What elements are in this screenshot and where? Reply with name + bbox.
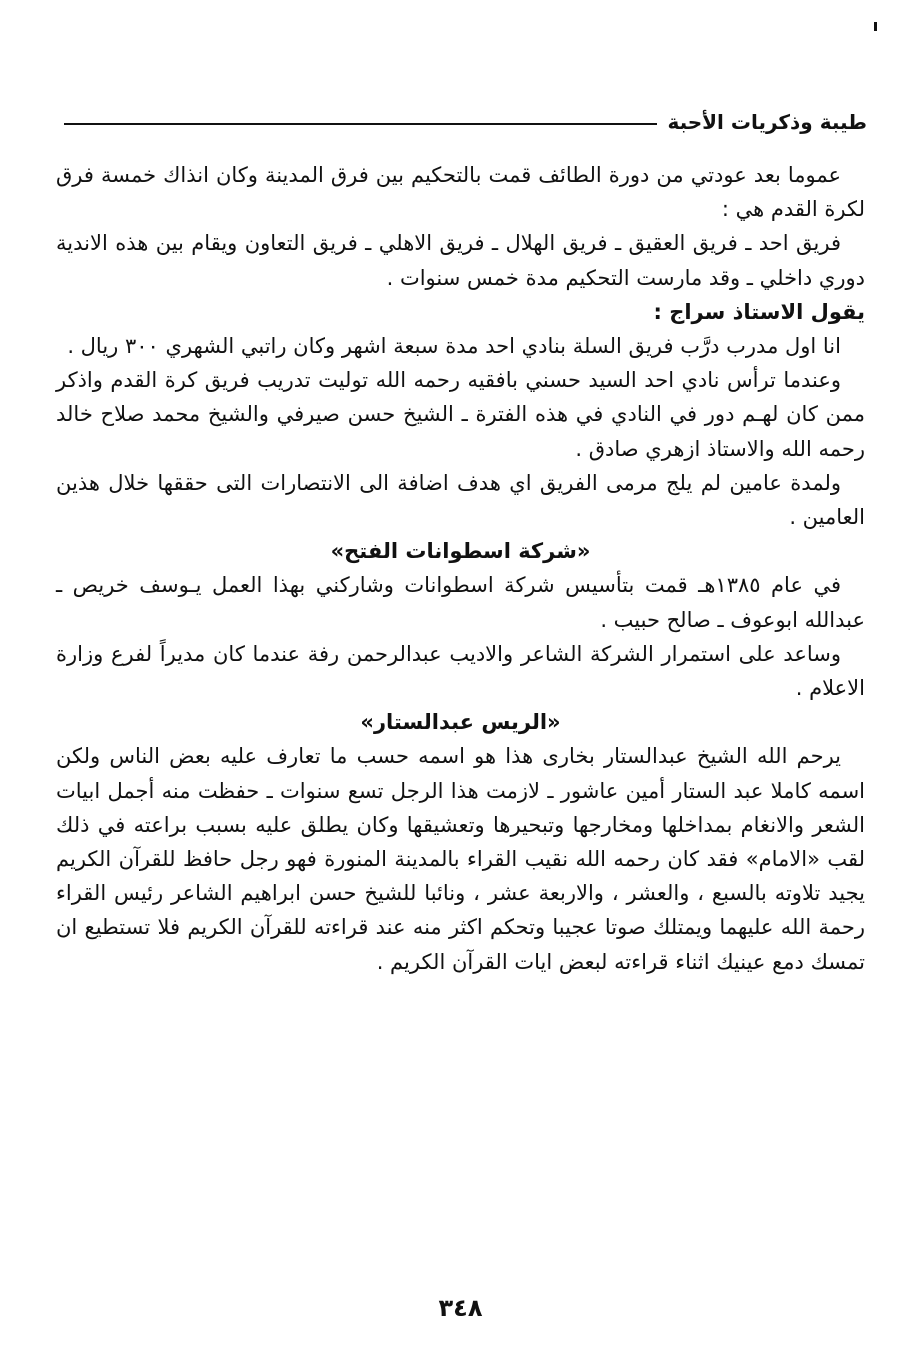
paragraph: وساعد على استمرار الشركة الشاعر والاديب عبدالرحمن رفة عندما كان مديراً لفرع وزارة الاعلام . <box>56 641 865 701</box>
header-title: طيبة وذكريات الأحبة <box>667 110 867 134</box>
page-body <box>56 158 865 979</box>
paragraph: انا اول مدرب درَّب فريق السلة بنادي احد مدة سبعة اشهر وكان راتبي الشهري ٣٠٠ ريال . <box>67 334 841 359</box>
section-heading: «شركة اسطوانات الفتح» <box>330 539 591 564</box>
running-header <box>64 104 867 140</box>
header-rule <box>64 123 657 125</box>
paragraph: في عام ١٣٨٥هـ قمت بتأسيس شركة اسطوانات وشاركني بهذا العمل يـوسف خريص ـ عبدالله ابوعوف ـ صالح حبيب . <box>56 573 865 632</box>
section-heading: «الريس عبدالستار» <box>360 710 561 735</box>
paragraph: فريق احد ـ فريق العقيق ـ فريق الهلال ـ فريق الاهلي ـ فريق التعاون ويقام بين هذه الاندية دوري داخلي ـ وقد مارست التحكيم مدة خمس سنوات . <box>56 231 865 290</box>
paragraph: عموما بعد عودتي من دورة الطائف قمت بالتحكيم بين فرق المدينة وكان انذاك خمسة فرق لكرة القدم هي : <box>56 163 865 222</box>
subheading-label: يقول الاستاذ سراج : <box>653 299 865 324</box>
corner-mark <box>874 22 877 31</box>
paragraph: ولمدة عامين لم يلج مرمى الفريق اي هدف اضافة الى الانتصارات التى حققها خلال هذين العامين . <box>56 470 865 530</box>
paragraph: وعندما ترأس نادي احد السيد حسني بافقيه رحمه الله توليت تدريب فريق كرة القدم واذكر ممن كان لهـم دور في النادي في هذه الفترة ـ الشيخ حسن صيرفي والشيخ محمد صلاح خالد رحمه الله والاستاذ ازهري صادق . <box>56 368 865 461</box>
paragraph: يرحم الله الشيخ عبدالستار بخارى هذا هو اسمه حسب ما تعارف عليه بعض الناس ولكن اسمه كاملا عبد الستار أمين عاشور ـ لازمت هذا الرجل تسع سنوات ـ حفظت منه أجمل ابيات الشعر والانغام بمداخلها ومخارجها وتبحيرها وتعشيقها وكان يطلق عليه بسبب براعته في ذلك لقب «الامام» فقد كان رحمه الله نقيب القراء بالمدينة المنورة فهو رجل حافظ للقرآن الكريم يجيد تلاوته بالسبع ، والعشر ، والاربعة عشر ، ونائبا للشيخ حسن ابراهيم الشاعر رئيس القراء رحمة الله عليهما ويمتلك صوتا عجيبا وتحكم اكثر منه عند قراءته للقرآن الكريم فلا تستطيع ان تمسك دمع عينيك اثناء قراءته لبعض ايات القرآن الكريم . <box>56 744 865 974</box>
page-number: ٣٤٨ <box>438 1294 483 1322</box>
